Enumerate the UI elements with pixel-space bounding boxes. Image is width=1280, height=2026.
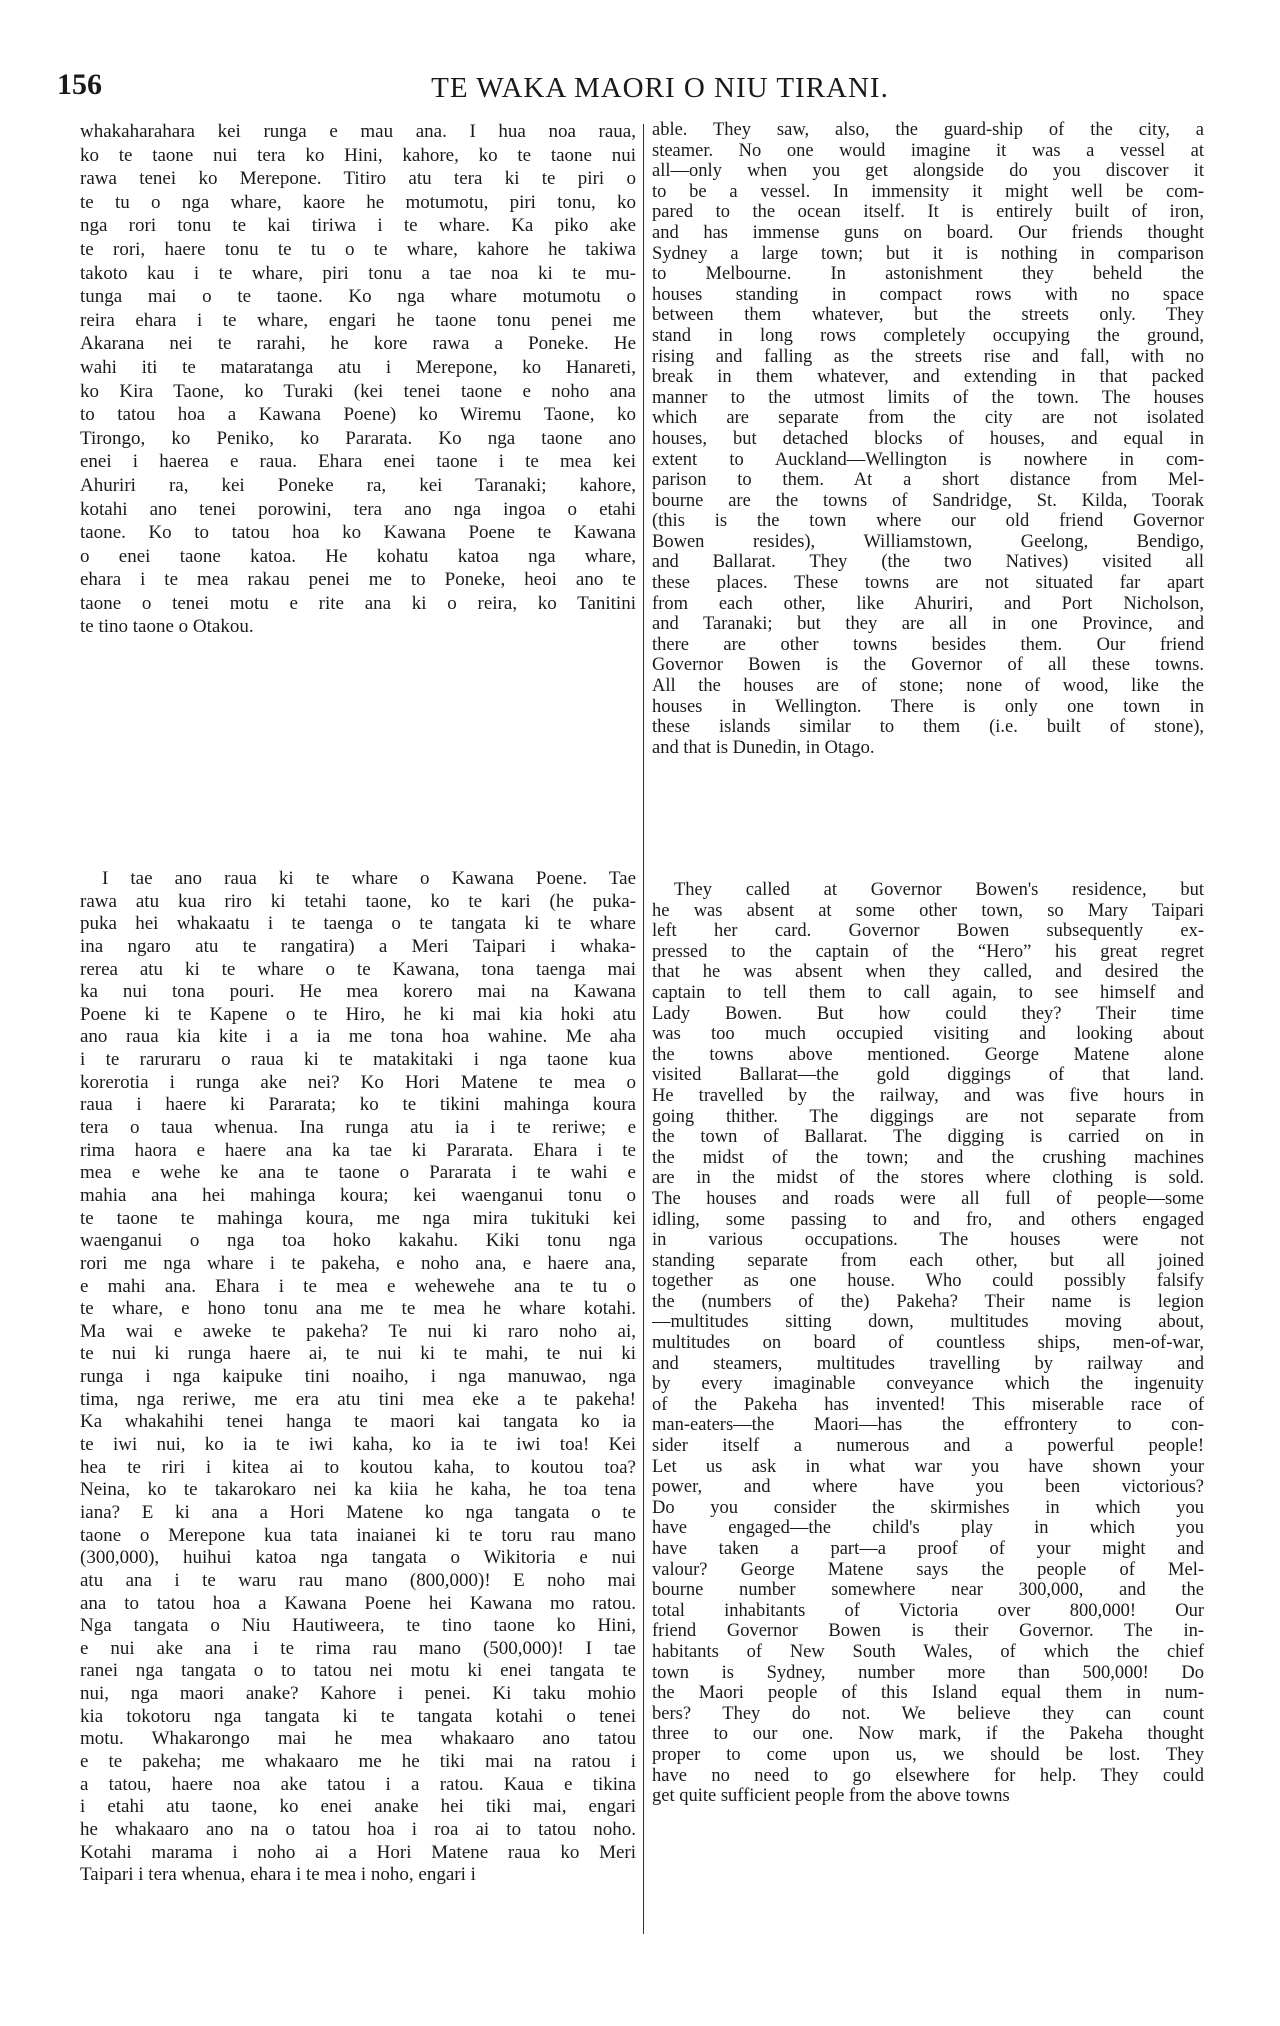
text-line: power, and where have you been victorious? <box>652 1477 1204 1498</box>
text-line: kia tokotoru nga tangata ki te tangata kotahi o tenei <box>80 1705 636 1727</box>
paragraph <box>652 120 1204 758</box>
text-line: tunga mai o te taone. Ko nga whare motumotu o <box>80 286 636 308</box>
text-line: which are separate from the city are not isolated <box>652 408 1204 429</box>
text-line: a tatou, haere noa ake tatou i a ratou. Kaua e tikina <box>80 1773 636 1795</box>
text-line: from each other, like Ahuriri, and Port Nicholson, <box>652 593 1204 614</box>
text-line: houses, but detached blocks of houses, and equal in <box>652 428 1204 449</box>
text-line: Do you consider the skirmishes in which you <box>652 1497 1204 1518</box>
text-line: that he was absent when they called, and desired the <box>652 962 1204 983</box>
text-line: these islands similar to them (i.e. built of stone), <box>652 717 1204 738</box>
text-line: rawa atu kua riro ki tetahi taone, ko te kari (he puka- <box>80 890 636 912</box>
text-line: parison to them. At a short distance from Mel- <box>652 470 1204 491</box>
text-line: idling, some passing to and fro, and others engaged <box>652 1209 1204 1230</box>
text-line: Lady Bowen. But how could they? Their time <box>652 1003 1204 1024</box>
text-line: rerea atu ki te whare o te Kawana, tona taenga mai <box>80 958 636 980</box>
text-line: bourne are the towns of Sandridge, St. Kilda, Toorak <box>652 490 1204 511</box>
text-line: (this is the town where our old friend Governor <box>652 511 1204 532</box>
text-line: pressed to the captain of the “Hero” his great regret <box>652 941 1204 962</box>
text-line: manner to the utmost limits of the town. The houses <box>652 387 1204 408</box>
text-line: captain to tell them to call again, to see himself and <box>652 982 1204 1003</box>
text-line: multitudes on board of countless ships, men-of-war, <box>652 1333 1204 1354</box>
text-line: break in them whatever, and extending in that packed <box>652 367 1204 388</box>
text-line: to Melbourne. In astonishment they beheld the <box>652 264 1204 285</box>
text-line: ko Kira Taone, ko Turaki (kei tenei taone e noho ana <box>80 380 636 402</box>
text-line: runga i nga kaipuke tini noaiho, i nga manuwao, nga <box>80 1366 636 1388</box>
text-line: whakaharahara kei runga e mau ana. I hua noa raua, <box>80 121 636 142</box>
text-line: (300,000), huihui katoa nga tangata o Wikitoria e nui <box>80 1547 636 1569</box>
text-line: All the houses are of stone; none of wood, like the <box>652 676 1204 697</box>
text-line: o enei taone katoa. He kohatu katoa nga whare, <box>80 545 636 567</box>
text-line: I tae ano raua ki te whare o Kawana Poene. Tae <box>102 868 636 889</box>
text-line: in various occupations. The houses were not <box>652 1230 1204 1251</box>
text-line: are in the midst of the stores where clothing is sold. <box>652 1168 1204 1189</box>
text-line: of the Pakeha has invented! This miserable race of <box>652 1394 1204 1415</box>
text-line: friend Governor Bowen is their Governor. The in- <box>652 1621 1204 1642</box>
text-line: and steamers, multitudes travelling by railway and <box>652 1353 1204 1374</box>
text-line: enei i haerea e raua. Ehara enei taone i te mea kei <box>80 451 636 473</box>
text-line: reira ehara i te whare, engari he taone tonu penei me <box>80 309 636 331</box>
text-line: te whare, e hono tonu ana me te mea he whare kotahi. <box>80 1298 636 1320</box>
text-line: there are other towns besides them. Our friend <box>652 634 1204 655</box>
text-line: by every imaginable conveyance which the ingenuity <box>652 1374 1204 1395</box>
text-line: ina ngaro atu te rangatira) a Meri Taipari i whaka- <box>80 935 636 957</box>
text-line: nui, nga maori anake? Kahore i penei. Ki taku mohio <box>80 1683 636 1705</box>
text-line: taone. Ko to tatou hoa ko Kawana Poene te Kawana <box>80 522 636 544</box>
text-line: raua i haere ki Pararata; ko te tikini mahinga koura <box>80 1094 636 1116</box>
text-line: Ahuriri ra, kei Poneke ra, kei Taranaki; kahore, <box>80 474 636 496</box>
text-line: taone o tenei motu e rite ana ki o reira, ko Tanitini <box>80 592 636 614</box>
text-line: man-eaters—the Maori—has the effrontery to con- <box>652 1415 1204 1436</box>
text-line: ko te taone nui tera ko Hini, kahore, ko te taone nui <box>80 144 636 166</box>
text-line: ano raua kia kite i a ia me tona hoa wahine. Me aha <box>80 1026 636 1048</box>
text-line: going thither. The diggings are not separate from <box>652 1106 1204 1127</box>
text-line: nga rori tonu te kai tiriwa i te whare. Ka piko ake <box>80 215 636 237</box>
text-line: The houses and roads were all full of people—some <box>652 1188 1204 1209</box>
paragraph <box>652 880 1204 1807</box>
text-line: rori me nga whare i te pakeha, e noho ana, e haere ana, <box>80 1252 636 1274</box>
text-line: to be a vessel. In immensity it might well be com- <box>652 181 1204 202</box>
text-line: They called at Governor Bowen's residence, but <box>674 880 1204 900</box>
text-line: get quite sufficient people from the above towns <box>652 1786 1010 1807</box>
text-line: tera o taua whenua. Ina runga atu ia i te reriwe; e <box>80 1117 636 1139</box>
text-line: habitants of New South Wales, of which the chief <box>652 1641 1204 1662</box>
text-line: —multitudes sitting down, multitudes moving about, <box>652 1312 1204 1333</box>
text-line: Ka whakahihi tenei hanga te maori kai tangata ko ia <box>80 1411 636 1433</box>
text-line: together as one house. Who could possibly falsify <box>652 1271 1204 1292</box>
text-line: pared to the ocean itself. It is entirely built of iron, <box>652 202 1204 223</box>
text-line: taone o Merepone kua tata inaianei ki te toru rau mano <box>80 1524 636 1546</box>
text-line: te rori, haere tonu te tu o te whare, kahore he takiwa <box>80 238 636 260</box>
text-line: have engaged—the child's play in which you <box>652 1518 1204 1539</box>
text-line: the Maori people of this Island equal them in num- <box>652 1683 1204 1704</box>
text-line: te taone te mahinga koura, me nga mira tukituki kei <box>80 1207 636 1229</box>
text-line: te tu o nga whare, kaore he motumotu, piri tonu, ko <box>80 191 636 213</box>
text-line: Tirongo, ko Peniko, ko Pararata. Ko nga taone ano <box>80 427 636 449</box>
text-line: was too much occupied visiting and looking about <box>652 1024 1204 1045</box>
text-line: takoto kau i te whare, piri tonu a tae noa ki te mu- <box>80 262 636 284</box>
text-line: visited Ballarat—the gold diggings of that land. <box>652 1065 1204 1086</box>
text-line: Ma wai e aweke te pakeha? Te nui ki raro noho ai, <box>80 1320 636 1342</box>
text-line: to tatou hoa a Kawana Poene) ko Wiremu Taone, ko <box>80 404 636 426</box>
text-line: the (numbers of the) Pakeha? Their name is legion <box>652 1291 1204 1312</box>
text-line: have no need to go elsewhere for help. They could <box>652 1765 1204 1786</box>
text-line: puka hei whakaatu i te taenga o te tangata ki te whare <box>80 913 636 935</box>
text-line: atu ana i te waru rau mano (800,000)! E noho mai <box>80 1569 636 1591</box>
text-line: valour? George Matene says the people of Mel- <box>652 1559 1204 1580</box>
text-line: rising and falling as the streets rise and fall, with no <box>652 346 1204 367</box>
text-line: Nga tangata o Niu Hautiweera, te tino taone ko Hini, <box>80 1615 636 1637</box>
text-line: Kotahi marama i noho ai a Hori Matene raua ko Meri <box>80 1841 636 1863</box>
text-line: i etahi atu taone, ko enei anake hei tiki mai, engari <box>80 1796 636 1818</box>
text-line: ranei nga tangata o to tatou nei motu ki enei tangata te <box>80 1660 636 1682</box>
text-line: ana to tatou hoa a Kawana Poene hei Kawana mo ratou. <box>80 1592 636 1614</box>
text-line: sider itself a numerous and a powerful people! <box>652 1436 1204 1457</box>
text-line: mahia ana hei mahinga koura; kei waenganui tonu o <box>80 1184 636 1206</box>
text-line: Governor Bowen is the Governor of all these towns. <box>652 655 1204 676</box>
text-line: korerotia i runga ake nei? Ko Hori Matene te mea o <box>80 1071 636 1093</box>
text-line: rima haora e haere ana ka tae ki Pararata. Ehara i te <box>80 1139 636 1161</box>
text-line: town is Sydney, number more than 500,000! Do <box>652 1662 1204 1683</box>
text-line: all—only when you get alongside do you discover it <box>652 161 1204 182</box>
text-line: these places. These towns are not situated far apart <box>652 573 1204 594</box>
text-line: able. They saw, also, the guard-ship of the city, a <box>652 120 1204 140</box>
text-line: between them whatever, but the streets only. They <box>652 305 1204 326</box>
text-line: bourne number somewhere near 300,000, and the <box>652 1580 1204 1601</box>
text-line: and that is Dunedin, in Otago. <box>652 737 875 758</box>
column-divider <box>643 124 644 1934</box>
text-line: houses in Wellington. There is only one town in <box>652 696 1204 717</box>
text-line: kotahi ano tenei porowini, tera ano nga ingoa o etahi <box>80 498 636 520</box>
paragraph <box>80 120 636 639</box>
text-line: waenganui o nga toa hoko kakahu. Kiki tonu nga <box>80 1230 636 1252</box>
text-line: and Taranaki; but they are all in one Province, and <box>652 614 1204 635</box>
text-line: total inhabitants of Victoria over 800,000! Our <box>652 1600 1204 1621</box>
text-line: standing separate from each other, but all joined <box>652 1250 1204 1271</box>
text-line: te tino taone o Otakou. <box>80 616 254 638</box>
text-line: Sydney a large town; but it is nothing in comparison <box>652 243 1204 264</box>
text-line: Let us ask in what war you have shown your <box>652 1456 1204 1477</box>
text-line: stand in long rows completely occupying the ground, <box>652 325 1204 346</box>
text-line: the midst of the town; and the crushing machines <box>652 1147 1204 1168</box>
text-line: He travelled by the railway, and was five hours in <box>652 1085 1204 1106</box>
text-line: Neina, ko te takarokaro nei ka kiia he kaha, he toa tena <box>80 1479 636 1501</box>
text-line: left her card. Governor Bowen subsequently ex- <box>652 921 1204 942</box>
text-line: mea e wehe ke ana te taone o Pararata i te wahi e <box>80 1162 636 1184</box>
text-line: Taipari i tera whenua, ehara i te mea i noho, engari i <box>80 1864 476 1886</box>
text-line: iana? E ki ana a Hori Matene ko nga tangata o te <box>80 1501 636 1523</box>
text-line: extent to Auckland—Wellington is nowhere in com- <box>652 449 1204 470</box>
text-line: he was absent at some other town, so Mary Taipari <box>652 900 1204 921</box>
paragraph <box>80 868 636 1887</box>
text-line: Akarana nei te rarahi, he kore rawa a Poneke. He <box>80 333 636 355</box>
text-line: motu. Whakarongo mai he mea whakaaro ano tatou <box>80 1728 636 1750</box>
text-line: tima, nga reriwe, me era atu tini mea eke a te pakeha! <box>80 1388 636 1410</box>
page-title: TE WAKA MAORI O NIU TIRANI. <box>431 72 889 104</box>
text-line: the town of Ballarat. The digging is carried on in <box>652 1127 1204 1148</box>
text-line: wahi iti te mataratanga atu i Merepone, ko Hanareti, <box>80 356 636 378</box>
text-line: e te pakeha; me whakaaro me he tiki mai na ratou i <box>80 1750 636 1772</box>
text-line: Poene ki te Kapene o te Hiro, he ki mai kia hoki atu <box>80 1003 636 1025</box>
text-line: rawa tenei ko Merepone. Titiro atu tera ki te piri o <box>80 168 636 190</box>
text-line: the towns above mentioned. George Matene alone <box>652 1044 1204 1065</box>
text-line: Bowen resides), Williamstown, Geelong, Bendigo, <box>652 531 1204 552</box>
text-line: houses standing in compact rows with no space <box>652 284 1204 305</box>
text-line: he whakaaro ano na o tatou hoa i roa ai to tatou noho. <box>80 1818 636 1840</box>
text-line: proper to come upon us, we should be lost. They <box>652 1744 1204 1765</box>
text-line: and Ballarat. They (the two Natives) visited all <box>652 552 1204 573</box>
text-line: have taken a part—a proof of your might and <box>652 1539 1204 1559</box>
page-number: 156 <box>57 68 102 101</box>
text-line: and has immense guns on board. Our friends thought <box>652 222 1204 243</box>
text-line: ka nui tona pouri. He mea korero mai na Kawana <box>80 981 636 1003</box>
text-line: te iwi nui, ko ia te iwi kaha, ko ia te iwi toa! Kei <box>80 1434 636 1456</box>
text-line: e mahi ana. Ehara i te mea e wehewehe ana te tu o <box>80 1275 636 1297</box>
text-line: steamer. No one would imagine it was a vessel at <box>652 140 1204 161</box>
text-line: i te raruraru o raua ki te matakitaki i nga taone kua <box>80 1049 636 1071</box>
text-line: bers? They do not. We believe they can count <box>652 1703 1204 1724</box>
text-line: e nui ake ana i te rima rau mano (500,000)! I tae <box>80 1637 636 1659</box>
text-line: hea te riri i kitea ai to koutou kaha, to koutou toa? <box>80 1456 636 1478</box>
text-line: three to our one. Now mark, if the Pakeha thought <box>652 1724 1204 1745</box>
text-line: ehara i te mea rakau penei me to Poneke, heoi ano te <box>80 569 636 591</box>
text-line: te nui ki runga haere ai, te nui ki te mahi, te nui ki <box>80 1343 636 1365</box>
